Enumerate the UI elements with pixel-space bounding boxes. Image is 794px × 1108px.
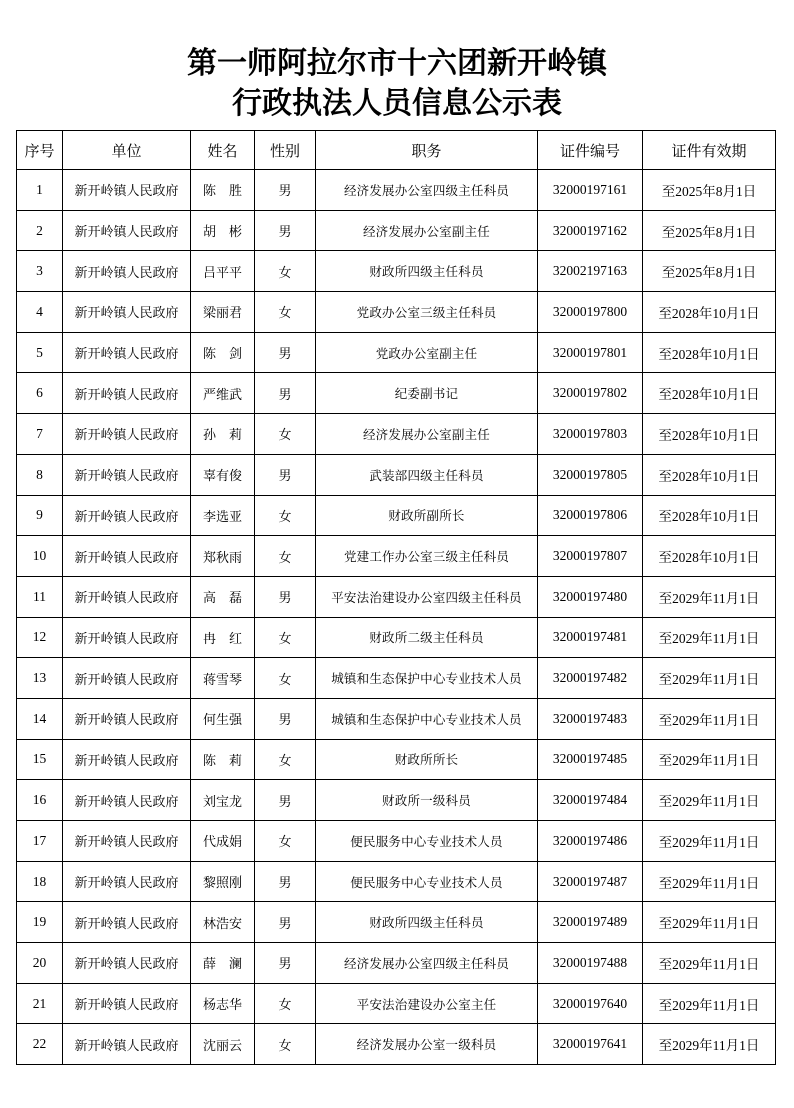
- row-gender: 男: [255, 332, 316, 373]
- row-name: 吕平平: [191, 251, 255, 292]
- row-index: 13: [17, 658, 63, 699]
- row-cert-number: 32000197805: [538, 454, 643, 495]
- table-row: [17, 495, 776, 536]
- row-unit: 新开岭镇人民政府: [63, 861, 191, 902]
- row-index: 4: [17, 292, 63, 333]
- row-cert-number: 32000197486: [538, 821, 643, 862]
- row-unit: 新开岭镇人民政府: [63, 292, 191, 333]
- row-index: 7: [17, 414, 63, 455]
- row-cert-validity: 至2025年8月1日: [643, 251, 776, 292]
- row-cert-number: 32000197802: [538, 373, 643, 414]
- row-index: 12: [17, 617, 63, 658]
- row-name: 林浩安: [191, 902, 255, 943]
- row-gender: 男: [255, 861, 316, 902]
- header-position: 职务: [316, 131, 538, 170]
- row-cert-validity: 至2029年11月1日: [643, 902, 776, 943]
- row-cert-validity: 至2029年11月1日: [643, 821, 776, 862]
- personnel-table: [16, 130, 776, 1065]
- row-position: 经济发展办公室副主任: [316, 414, 538, 455]
- row-name: 陈 胜: [191, 170, 255, 211]
- table-row: [17, 739, 776, 780]
- row-index: 16: [17, 780, 63, 821]
- table-row: [17, 658, 776, 699]
- row-index: 5: [17, 332, 63, 373]
- row-unit: 新开岭镇人民政府: [63, 1024, 191, 1065]
- row-position: 纪委副书记: [316, 373, 538, 414]
- row-unit: 新开岭镇人民政府: [63, 251, 191, 292]
- row-cert-number: 32000197161: [538, 170, 643, 211]
- row-cert-number: 32000197483: [538, 698, 643, 739]
- row-unit: 新开岭镇人民政府: [63, 373, 191, 414]
- row-cert-validity: 至2029年11月1日: [643, 576, 776, 617]
- row-cert-number: 32000197807: [538, 536, 643, 577]
- row-position: 城镇和生态保护中心专业技术人员: [316, 658, 538, 699]
- row-unit: 新开岭镇人民政府: [63, 536, 191, 577]
- row-cert-validity: 至2028年10月1日: [643, 454, 776, 495]
- document-title: [0, 44, 794, 124]
- table-row: [17, 943, 776, 984]
- row-cert-number: 32000197488: [538, 943, 643, 984]
- row-unit: 新开岭镇人民政府: [63, 698, 191, 739]
- row-name: 辜有俊: [191, 454, 255, 495]
- row-index: 2: [17, 210, 63, 251]
- row-cert-validity: 至2028年10月1日: [643, 332, 776, 373]
- row-gender: 男: [255, 373, 316, 414]
- row-cert-validity: 至2028年10月1日: [643, 536, 776, 577]
- row-position: 平安法治建设办公室四级主任科员: [316, 576, 538, 617]
- row-cert-number: 32000197482: [538, 658, 643, 699]
- row-name: 代成娟: [191, 821, 255, 862]
- row-index: 18: [17, 861, 63, 902]
- table-row: [17, 454, 776, 495]
- row-cert-validity: 至2029年11月1日: [643, 1024, 776, 1065]
- row-cert-validity: 至2028年10月1日: [643, 373, 776, 414]
- row-unit: 新开岭镇人民政府: [63, 983, 191, 1024]
- row-gender: 男: [255, 454, 316, 495]
- row-position: 财政所副所长: [316, 495, 538, 536]
- row-index: 22: [17, 1024, 63, 1065]
- row-unit: 新开岭镇人民政府: [63, 943, 191, 984]
- row-cert-validity: 至2029年11月1日: [643, 861, 776, 902]
- table-row: [17, 821, 776, 862]
- row-position: 经济发展办公室四级主任科员: [316, 943, 538, 984]
- row-cert-validity: 至2029年11月1日: [643, 943, 776, 984]
- row-name: 冉 红: [191, 617, 255, 658]
- row-gender: 男: [255, 698, 316, 739]
- row-cert-validity: 至2025年8月1日: [643, 170, 776, 211]
- row-index: 19: [17, 902, 63, 943]
- row-gender: 男: [255, 902, 316, 943]
- row-position: 财政所二级主任科员: [316, 617, 538, 658]
- row-gender: 女: [255, 251, 316, 292]
- row-position: 党政办公室副主任: [316, 332, 538, 373]
- row-cert-validity: 至2028年10月1日: [643, 414, 776, 455]
- row-gender: 男: [255, 576, 316, 617]
- row-index: 1: [17, 170, 63, 211]
- row-gender: 女: [255, 739, 316, 780]
- row-name: 沈丽云: [191, 1024, 255, 1065]
- row-cert-number: 32000197641: [538, 1024, 643, 1065]
- header-cert-validity: 证件有效期: [643, 131, 776, 170]
- table-row: [17, 536, 776, 577]
- row-cert-validity: 至2029年11月1日: [643, 739, 776, 780]
- title-line-2: 行政执法人员信息公示表: [232, 86, 562, 121]
- row-gender: 女: [255, 536, 316, 577]
- row-gender: 女: [255, 292, 316, 333]
- row-cert-number: 32002197163: [538, 251, 643, 292]
- row-position: 武装部四级主任科员: [316, 454, 538, 495]
- row-index: 14: [17, 698, 63, 739]
- row-index: 6: [17, 373, 63, 414]
- row-cert-number: 32000197162: [538, 210, 643, 251]
- table-row: [17, 902, 776, 943]
- row-unit: 新开岭镇人民政府: [63, 576, 191, 617]
- row-unit: 新开岭镇人民政府: [63, 821, 191, 862]
- title-line-1: 第一师阿拉尔市十六团新开岭镇: [187, 46, 607, 81]
- row-gender: 男: [255, 943, 316, 984]
- row-cert-number: 32000197640: [538, 983, 643, 1024]
- table-row: [17, 292, 776, 333]
- row-unit: 新开岭镇人民政府: [63, 902, 191, 943]
- row-position: 经济发展办公室四级主任科员: [316, 170, 538, 211]
- row-cert-number: 32000197485: [538, 739, 643, 780]
- header-gender: 性别: [255, 131, 316, 170]
- table-row: [17, 332, 776, 373]
- row-name: 蒋雪琴: [191, 658, 255, 699]
- row-index: 11: [17, 576, 63, 617]
- row-index: 10: [17, 536, 63, 577]
- row-cert-validity: 至2029年11月1日: [643, 698, 776, 739]
- row-name: 陈 莉: [191, 739, 255, 780]
- row-name: 梁丽君: [191, 292, 255, 333]
- row-gender: 男: [255, 780, 316, 821]
- row-index: 8: [17, 454, 63, 495]
- row-unit: 新开岭镇人民政府: [63, 170, 191, 211]
- row-position: 财政所一级科员: [316, 780, 538, 821]
- row-gender: 女: [255, 821, 316, 862]
- row-cert-validity: 至2028年10月1日: [643, 495, 776, 536]
- table-row: [17, 210, 776, 251]
- table-row: [17, 698, 776, 739]
- header-name: 姓名: [191, 131, 255, 170]
- row-unit: 新开岭镇人民政府: [63, 414, 191, 455]
- row-index: 20: [17, 943, 63, 984]
- row-gender: 女: [255, 658, 316, 699]
- row-unit: 新开岭镇人民政府: [63, 495, 191, 536]
- row-cert-validity: 至2025年8月1日: [643, 210, 776, 251]
- row-cert-number: 32000197806: [538, 495, 643, 536]
- row-cert-number: 32000197481: [538, 617, 643, 658]
- row-cert-validity: 至2029年11月1日: [643, 617, 776, 658]
- header-index: 序号: [17, 131, 63, 170]
- row-index: 9: [17, 495, 63, 536]
- row-name: 李选亚: [191, 495, 255, 536]
- row-name: 黎照刚: [191, 861, 255, 902]
- table-row: [17, 983, 776, 1024]
- row-gender: 女: [255, 617, 316, 658]
- row-unit: 新开岭镇人民政府: [63, 210, 191, 251]
- row-name: 薛 澜: [191, 943, 255, 984]
- row-unit: 新开岭镇人民政府: [63, 739, 191, 780]
- row-name: 杨志华: [191, 983, 255, 1024]
- row-index: 21: [17, 983, 63, 1024]
- table-row: [17, 780, 776, 821]
- table-row: [17, 617, 776, 658]
- row-cert-validity: 至2029年11月1日: [643, 983, 776, 1024]
- row-gender: 女: [255, 983, 316, 1024]
- table-row: [17, 1024, 776, 1065]
- row-name: 陈 剑: [191, 332, 255, 373]
- table-body: [17, 170, 776, 1065]
- row-unit: 新开岭镇人民政府: [63, 332, 191, 373]
- row-position: 财政所四级主任科员: [316, 251, 538, 292]
- table-row: [17, 373, 776, 414]
- row-cert-validity: 至2028年10月1日: [643, 292, 776, 333]
- row-position: 财政所四级主任科员: [316, 902, 538, 943]
- row-cert-validity: 至2029年11月1日: [643, 658, 776, 699]
- row-index: 3: [17, 251, 63, 292]
- row-gender: 男: [255, 210, 316, 251]
- row-position: 平安法治建设办公室主任: [316, 983, 538, 1024]
- row-gender: 女: [255, 1024, 316, 1065]
- row-cert-number: 32000197480: [538, 576, 643, 617]
- row-name: 郑秋雨: [191, 536, 255, 577]
- row-gender: 女: [255, 414, 316, 455]
- row-cert-number: 32000197801: [538, 332, 643, 373]
- row-unit: 新开岭镇人民政府: [63, 658, 191, 699]
- row-cert-number: 32000197803: [538, 414, 643, 455]
- row-position: 经济发展办公室一级科员: [316, 1024, 538, 1065]
- row-name: 胡 彬: [191, 210, 255, 251]
- row-cert-number: 32000197487: [538, 861, 643, 902]
- row-unit: 新开岭镇人民政府: [63, 454, 191, 495]
- row-position: 便民服务中心专业技术人员: [316, 861, 538, 902]
- row-index: 17: [17, 821, 63, 862]
- row-name: 刘宝龙: [191, 780, 255, 821]
- row-position: 经济发展办公室副主任: [316, 210, 538, 251]
- table-row: [17, 414, 776, 455]
- row-position: 党政办公室三级主任科员: [316, 292, 538, 333]
- row-unit: 新开岭镇人民政府: [63, 780, 191, 821]
- row-position: 党建工作办公室三级主任科员: [316, 536, 538, 577]
- table-row: [17, 861, 776, 902]
- row-cert-number: 32000197800: [538, 292, 643, 333]
- row-cert-number: 32000197484: [538, 780, 643, 821]
- row-name: 严维武: [191, 373, 255, 414]
- header-cert-number: 证件编号: [538, 131, 643, 170]
- row-gender: 女: [255, 495, 316, 536]
- row-name: 高 磊: [191, 576, 255, 617]
- row-cert-validity: 至2029年11月1日: [643, 780, 776, 821]
- table-row: [17, 170, 776, 211]
- table-row: [17, 251, 776, 292]
- header-unit: 单位: [63, 131, 191, 170]
- row-gender: 男: [255, 170, 316, 211]
- row-unit: 新开岭镇人民政府: [63, 617, 191, 658]
- row-index: 15: [17, 739, 63, 780]
- row-cert-number: 32000197489: [538, 902, 643, 943]
- row-position: 城镇和生态保护中心专业技术人员: [316, 698, 538, 739]
- table-row: [17, 576, 776, 617]
- header-row: [17, 131, 776, 170]
- row-position: 财政所所长: [316, 739, 538, 780]
- row-name: 孙 莉: [191, 414, 255, 455]
- row-position: 便民服务中心专业技术人员: [316, 821, 538, 862]
- row-name: 何生强: [191, 698, 255, 739]
